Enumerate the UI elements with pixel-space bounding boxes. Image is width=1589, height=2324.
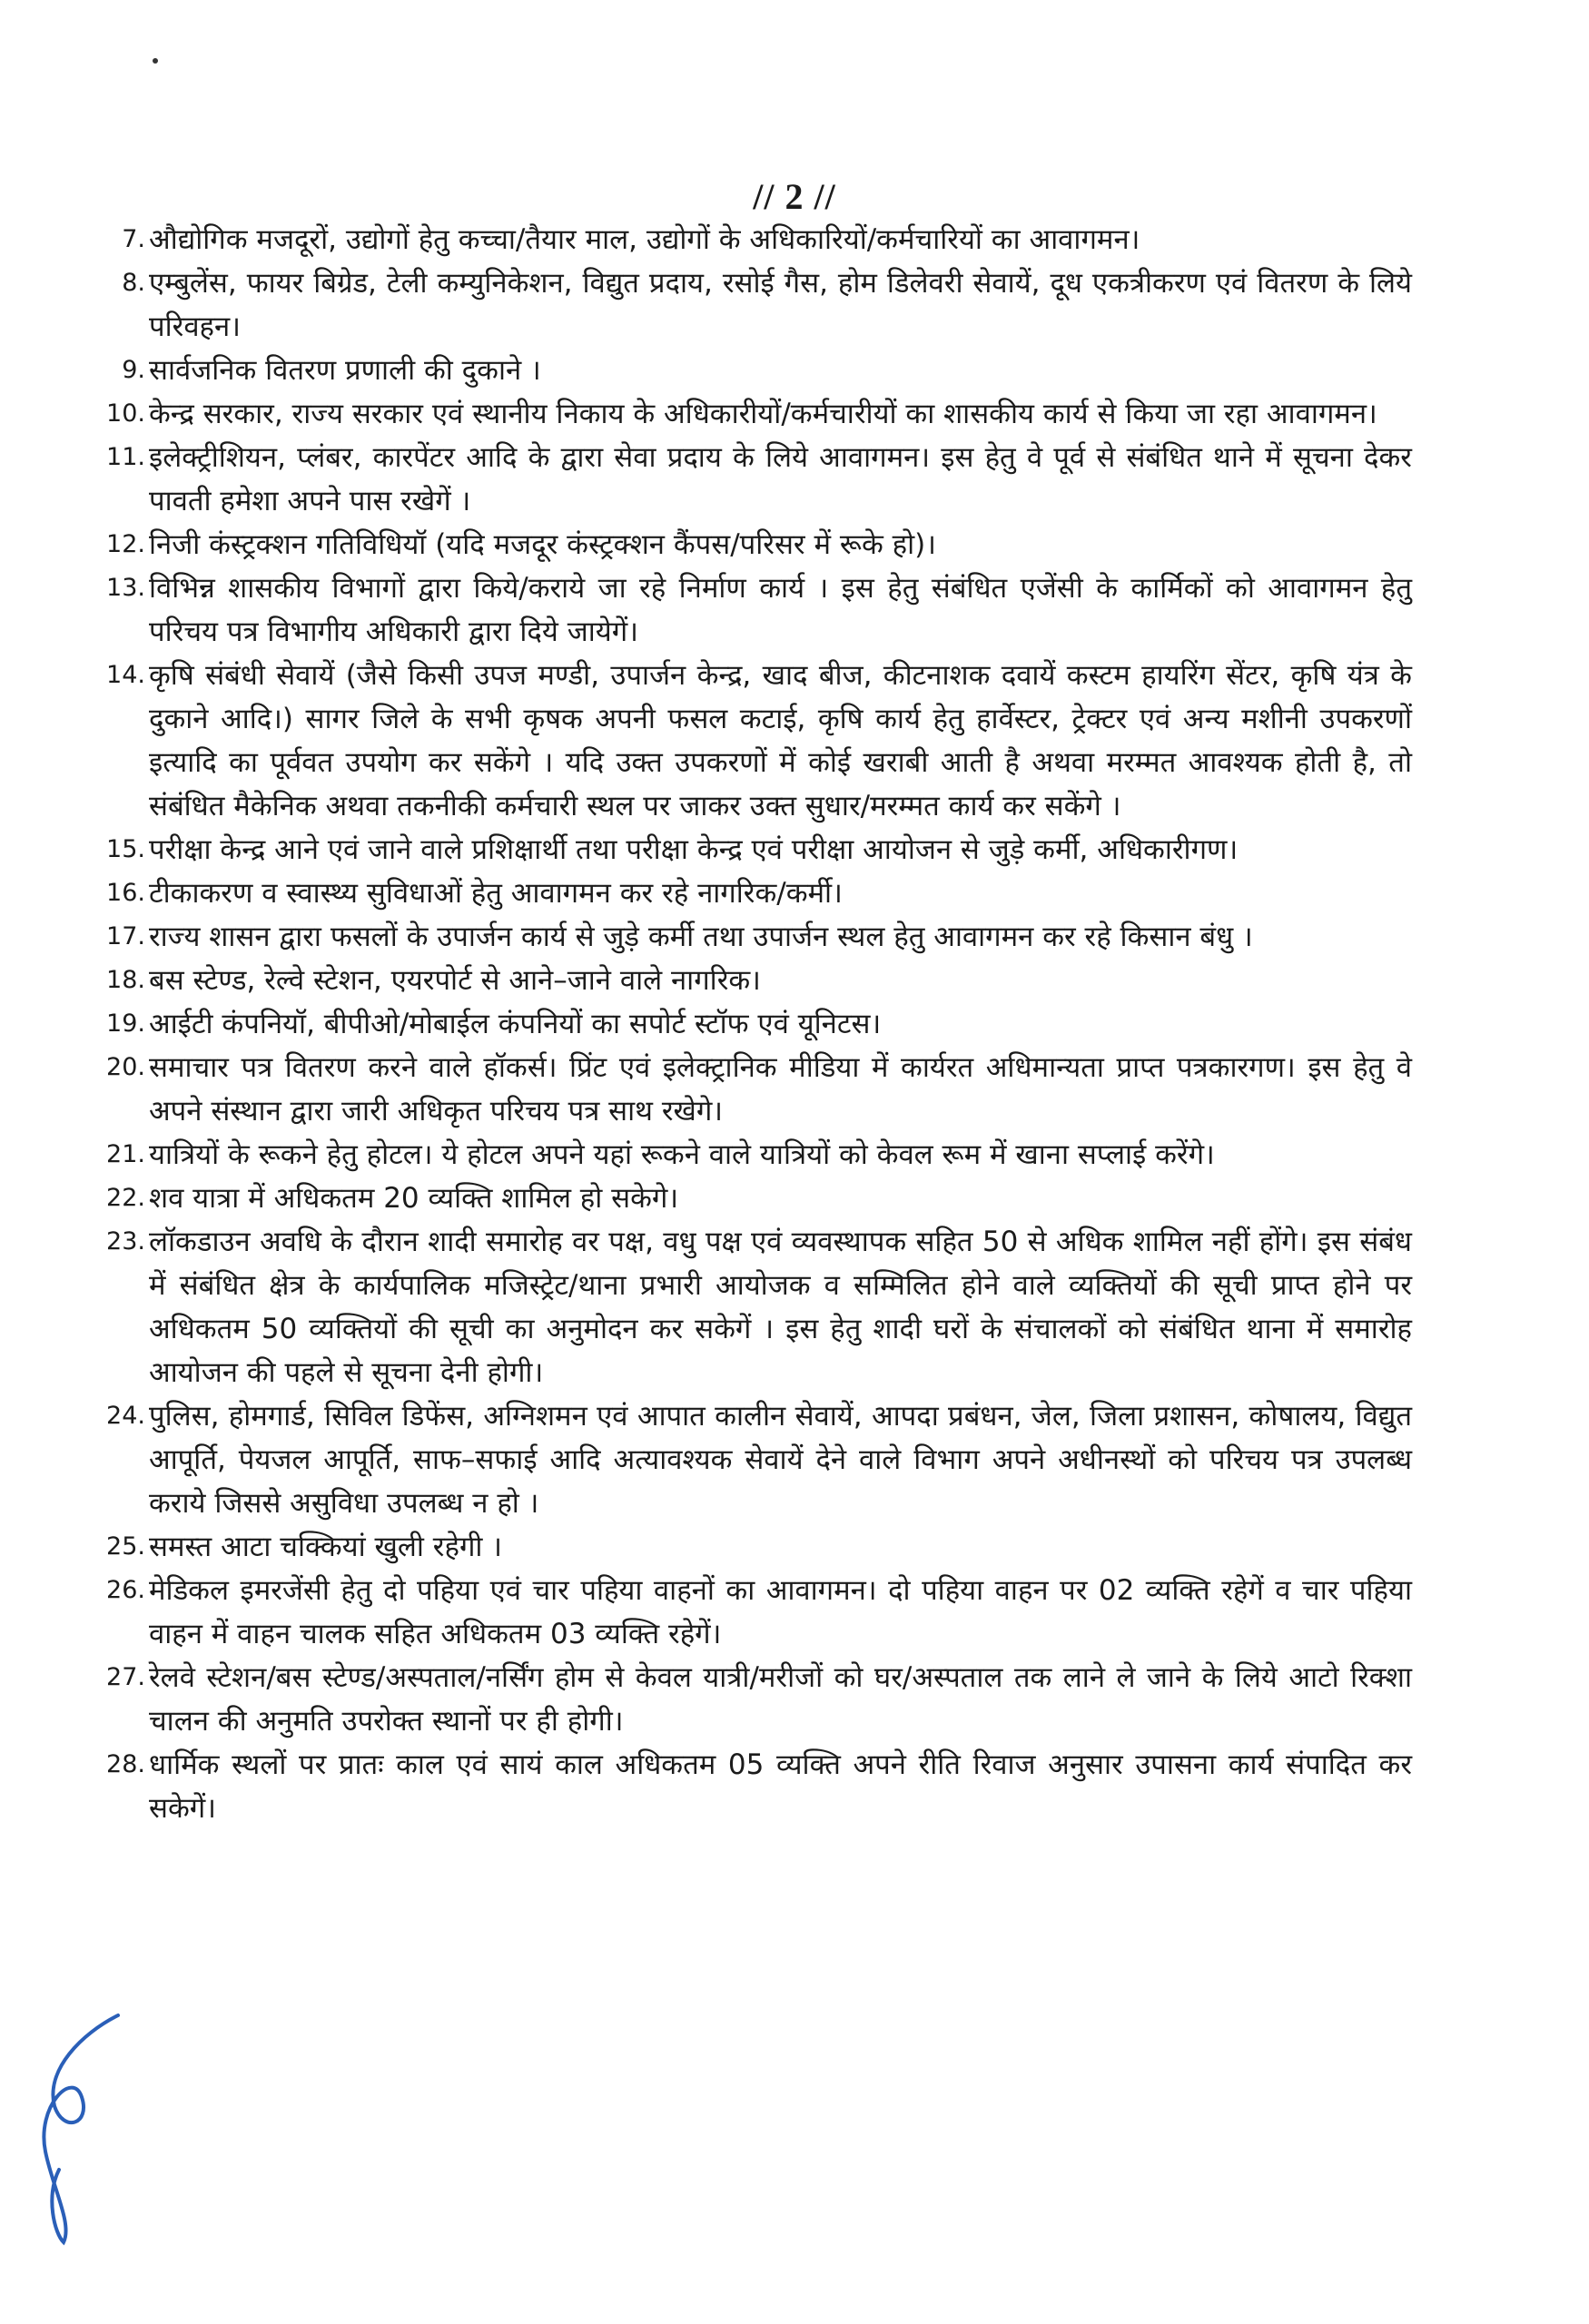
item-text: सार्वजनिक वितरण प्रणाली की दुकाने । bbox=[149, 354, 541, 387]
item-text: यात्रियों के रूकने हेतु होटल। ये होटल अपने यहां रूकने वाले यात्रियों को केवल रूम में खाना सप्लाई करेंगे। bbox=[149, 1138, 1215, 1171]
item-text: लॉकडाउन अवधि के दौरान शादी समारोह वर पक्ष, वधु पक्ष एवं व्यवस्थापक सहित 50 से अधिक शामिल नहीं होंगे। इस संबंध में संबंधित क्षेत्र के कार्यपालिक मजिस्ट्रेट/थाना प्रभारी आयोजक व सम्मिलित होने वाले व्यक्तियों की सूची प्राप्त होने पर अधिकतम 50 व्यक्तियों की सूची का अनुमोदन कर सकेगें । इस हेतु शादी घरों के संचालकों को संबंधित थाना में समारोह आयोजन की पहले से सूचना देनी होगी। bbox=[149, 1226, 1412, 1389]
item-number: 22. bbox=[106, 1184, 145, 1212]
item-text: परीक्षा केन्द्र आने एवं जाने वाले प्रशिक्षार्थी तथा परीक्षा केन्द्र एवं परीक्षा आयोजन से जुड़े कर्मी, अधिकारीगण। bbox=[149, 833, 1239, 866]
list-item bbox=[91, 654, 1412, 828]
item-text: शव यात्रा में अधिकतम 20 व्यक्ति शामिल हो सकेगे। bbox=[149, 1182, 679, 1215]
item-number: 21. bbox=[106, 1140, 145, 1168]
item-number: 18. bbox=[106, 966, 145, 994]
item-text: इलेक्ट्रीशियन, प्लंबर, कारपेंटर आदि के द्वारा सेवा प्रदाय के लिये आवागमन। इस हेतु वे पूर्व से संबंधित थाने में सूचना देकर पावती हमेशा अपने पास रखेगें । bbox=[149, 441, 1412, 517]
list-item bbox=[91, 1743, 1412, 1830]
item-text: राज्य शासन द्वारा फसलों के उपार्जन कार्य से जुड़े कर्मी तथा उपार्जन स्थल हेतु आवागमन कर रहे किसान बंधु । bbox=[149, 921, 1253, 953]
item-number: 24. bbox=[106, 1402, 145, 1430]
list-item bbox=[91, 349, 1412, 392]
list-item bbox=[91, 1525, 1412, 1569]
item-number: 14. bbox=[106, 661, 145, 689]
item-text: समस्त आटा चक्कियां खुली रहेगी । bbox=[149, 1531, 503, 1563]
item-text: रेलवे स्टेशन/बस स्टेण्ड/अस्पताल/नर्सिंग होम से केवल यात्री/मरीजों को घर/अस्पताल तक लाने ले जाने के लिये आटो रिक्शा चालन की अनुमति उपरोक्त स्थानों पर ही होगी। bbox=[149, 1661, 1412, 1738]
item-text: समाचार पत्र वितरण करने वाले हॉकर्स। प्रिंट एवं इलेक्ट्रानिक मीडिया में कार्यरत अधिमान्यता प्राप्त पत्रकारगण। इस हेतु वे अपने संस्थान द्वारा जारी अधिकृत परिचय पत्र साथ रखेगे। bbox=[149, 1051, 1412, 1128]
item-text: बस स्टेण्ड, रेल्वे स्टेशन, एयरपोर्ट से आने–जाने वाले नागरिक। bbox=[149, 964, 761, 997]
list-item bbox=[91, 218, 1412, 261]
list-item bbox=[91, 261, 1412, 349]
list-item bbox=[91, 1569, 1412, 1656]
item-text: निजी कंस्ट्रक्शन गतिविधियॉ (यदि मजदूर कंस्ट्रक्शन कैंपस/परिसर में रूके हो)। bbox=[149, 528, 936, 561]
handwritten-signature bbox=[18, 1997, 127, 2251]
list-item bbox=[91, 959, 1412, 1002]
item-text: विभिन्न शासकीय विभागों द्वारा किये/कराये जा रहे निर्माण कार्य । इस हेतु संबंधित एजेंसी के कार्मिकों को आवागमन हेतु परिचय पत्र विभागीय अधिकारी द्वारा दिये जायेगें। bbox=[149, 572, 1412, 648]
list-item bbox=[91, 1220, 1412, 1394]
list-item bbox=[91, 1002, 1412, 1046]
item-number: 25. bbox=[106, 1532, 145, 1561]
item-number: 23. bbox=[106, 1227, 145, 1256]
item-number: 13. bbox=[106, 574, 145, 602]
item-number: 11. bbox=[106, 443, 145, 471]
item-text: धार्मिक स्थलों पर प्रातः काल एवं सायं काल अधिकतम 05 व्यक्ति अपने रीति रिवाज अनुसार उपासना कार्य संपादित कर सकेगें। bbox=[149, 1748, 1412, 1825]
list-item bbox=[91, 1177, 1412, 1220]
ink-speck bbox=[153, 58, 158, 64]
list-item bbox=[91, 392, 1412, 436]
list-item bbox=[91, 915, 1412, 959]
item-number: 10. bbox=[106, 399, 145, 428]
list-item bbox=[91, 1133, 1412, 1177]
item-text: मेडिकल इमरजेंसी हेतु दो पहिया एवं चार पहिया वाहनों का आवागमन। दो पहिया वाहन पर 02 व्यक्ति रहेगें व चार पहिया वाहन में वाहन चालक सहित अधिकतम 03 व्यक्ति रहेगें। bbox=[149, 1574, 1412, 1650]
item-number: 19. bbox=[106, 1009, 145, 1038]
item-number: 26. bbox=[106, 1576, 145, 1604]
page-number: // 2 // bbox=[753, 176, 836, 217]
item-number: 9. bbox=[122, 356, 145, 384]
item-text: आईटी कंपनियॉ, बीपीओ/मोबाईल कंपनियों का सपोर्ट स्टॉफ एवं यूनिटस। bbox=[149, 1008, 882, 1040]
item-text: केन्द्र सरकार, राज्य सरकार एवं स्थानीय निकाय के अधिकारीयों/कर्मचारीयों का शासकीय कार्य से किया जा रहा आवागमन। bbox=[149, 398, 1377, 430]
item-number: 20. bbox=[106, 1053, 145, 1081]
item-number: 8. bbox=[122, 269, 145, 297]
list-item bbox=[91, 1394, 1412, 1525]
item-number: 15. bbox=[106, 835, 145, 863]
list-item bbox=[91, 1046, 1412, 1133]
item-number: 12. bbox=[106, 530, 145, 558]
item-number: 7. bbox=[122, 225, 145, 253]
item-text: टीकाकरण व स्वास्थ्य सुविधाओं हेतु आवागमन कर रहे नागरिक/कर्मी। bbox=[149, 877, 843, 910]
item-text: एम्बुलेंस, फायर बिग्रेड, टेली कम्युनिकेशन, विद्युत प्रदाय, रसोई गैस, होम डिलेवरी सेवायें, दूध एकत्रीकरण एवं वितरण के लिये परिवहन। bbox=[149, 267, 1412, 343]
list-item bbox=[91, 566, 1412, 654]
item-text: पुलिस, होमगार्ड, सिविल डिफेंस, अग्निशमन एवं आपात कालीन सेवायें, आपदा प्रबंधन, जेल, जिला प्रशासन, कोषालय, विद्युत आपूर्ति, पेयजल आपूर्ति, साफ–सफाई आदि अत्यावश्यक सेवायें देने वाले विभाग अपने अधीनस्थों को परिचय पत्र उपलब्ध कराये जिससे असुविधा उपलब्ध न हो । bbox=[149, 1400, 1412, 1520]
list-item bbox=[91, 436, 1412, 523]
list-item bbox=[91, 1656, 1412, 1743]
item-text: औद्योगिक मजदूरों, उद्योगों हेतु कच्चा/तैयार माल, उद्योगों के अधिकारियों/कर्मचारियों का आवागमन। bbox=[149, 223, 1140, 256]
item-text: कृषि संबंधी सेवायें (जैसे किसी उपज मण्डी, उपार्जन केन्द्र, खाद बीज, कीटनाशक दवायें कस्टम हायरिंग सेंटर, कृषि यंत्र के दुकाने आदि।) सागर जिले के सभी कृषक अपनी फसल कटाई, कृषि कार्य हेतु हार्वेस्टर, ट्रेक्टर एवं अन्य मशीनी उपकरणों इत्यादि का पूर्ववत उपयोग कर सकेंगे । यदि उक्त उपकरणों में कोई खराबी आती है अथवा मरम्मत आवश्यक होती है, तो संबंधित मैकेनिक अथवा तकनीकी कर्मचारी स्थल पर जाकर उक्त सुधार/मरम्मत कार्य कर सकेंगे । bbox=[149, 659, 1412, 822]
item-number: 27. bbox=[106, 1663, 145, 1691]
permitted-activities-list bbox=[91, 218, 1412, 1830]
item-number: 16. bbox=[106, 879, 145, 907]
item-number: 28. bbox=[106, 1750, 145, 1778]
list-item bbox=[91, 828, 1412, 872]
list-item bbox=[91, 872, 1412, 915]
item-number: 17. bbox=[106, 922, 145, 950]
list-item bbox=[91, 523, 1412, 566]
